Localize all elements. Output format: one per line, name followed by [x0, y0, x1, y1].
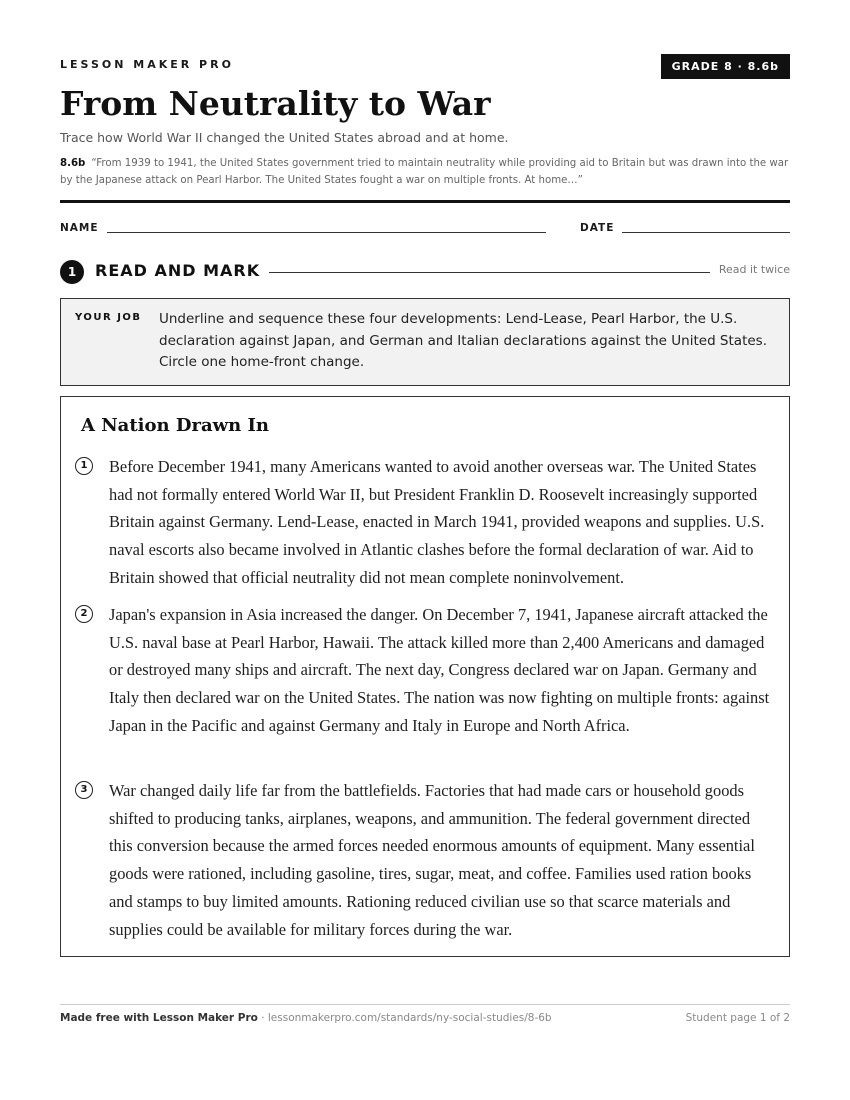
paragraph-number-badge: 3 — [75, 781, 93, 799]
date-label: DATE — [580, 222, 615, 234]
passage-paragraph — [75, 777, 775, 943]
page-title: From Neutrality to War — [60, 84, 491, 123]
section-divider — [269, 272, 710, 273]
name-field[interactable] — [107, 232, 546, 233]
header-divider — [60, 200, 790, 203]
paragraph-number-badge: 2 — [75, 605, 93, 623]
standard-code: 8.6b — [60, 158, 86, 169]
footer-url[interactable]: lessonmakerpro.com/standards/ny-social-studies/8-6b — [267, 1012, 552, 1024]
paragraph-text: War changed daily life far from the battlefields. Factories that had made cars or household goods shifted to producing tanks, airplanes, weapons, and ammunition. The federal government directed this conversion because the armed forces needed enormous amounts of equipment. Many essential goods were rationed, including gasoline, tires, sugar, meat, and coffee. Families used ration books and stamps to buy limited amounts. Rationing reduced civilian use so that scarce materials and supplies could be available for military forces during the war. — [109, 781, 755, 939]
paragraph-number-badge: 1 — [75, 457, 93, 475]
section-title: READ AND MARK — [95, 261, 261, 280]
paragraph-text: Japan's expansion in Asia increased the danger. On December 7, 1941, Japanese aircraft attacked the U.S. naval base at Pearl Harbor, Hawaii. The attack killed more than 2,400 Americans and damaged or destroyed many ships and aircraft. The next day, Congress declared war on Japan. Germany and Italy then declared war on the United States. The nation was now fighting on multiple fronts: against Japan in the Pacific and against Germany and Italy in Europe and North Africa. — [109, 605, 770, 735]
page-subtitle: Trace how World War II changed the United States abroad and at home. — [60, 130, 509, 145]
job-box — [60, 298, 790, 386]
passage-paragraph — [75, 601, 775, 740]
worksheet-page — [60, 0, 790, 1100]
footer-divider — [60, 1004, 790, 1005]
standard-text: “From 1939 to 1941, the United States government tried to maintain neutrality while providing aid to Britain but was drawn into the war by the Japanese attack on Pearl Harbor. The United States fought a war on multiple fronts. At home…” — [60, 158, 789, 186]
standard-quote — [60, 155, 790, 189]
grade-badge: GRADE 8 · 8.6b — [661, 54, 790, 79]
reading-passage — [60, 396, 790, 957]
job-instructions: Underline and sequence these four developments: Lend-Lease, Pearl Harbor, the U.S. declaration against Japan, and German and Italian declarations against the United States. Circle one home-front change. — [159, 311, 767, 370]
name-label: NAME — [60, 222, 99, 234]
paragraph-text: Before December 1941, many Americans wanted to avoid another overseas war. The United States had not formally entered World War II, but President Franklin D. Roosevelt increasingly supported Britain against Germany. Lend-Lease, enacted in March 1941, provided weapons and supplies. U.S. naval escorts also became involved in Atlantic clashes before the formal declaration of war. Aid to Britain showed that official neutrality did not mean complete noninvolvement. — [109, 457, 765, 587]
passage-title: A Nation Drawn In — [81, 415, 269, 436]
footer-made-by: Made free with Lesson Maker Pro — [60, 1012, 258, 1024]
section-note: Read it twice — [718, 263, 790, 276]
brand-name: LESSON MAKER PRO — [60, 58, 234, 71]
section-number-badge: 1 — [60, 260, 84, 284]
footer-separator: · — [257, 1012, 268, 1024]
job-label: YOUR JOB — [75, 312, 142, 323]
footer-page-label: Student page 1 of 2 — [685, 1012, 790, 1024]
date-field[interactable] — [622, 232, 790, 233]
footer-credit — [60, 1012, 552, 1024]
passage-paragraph — [75, 453, 775, 592]
